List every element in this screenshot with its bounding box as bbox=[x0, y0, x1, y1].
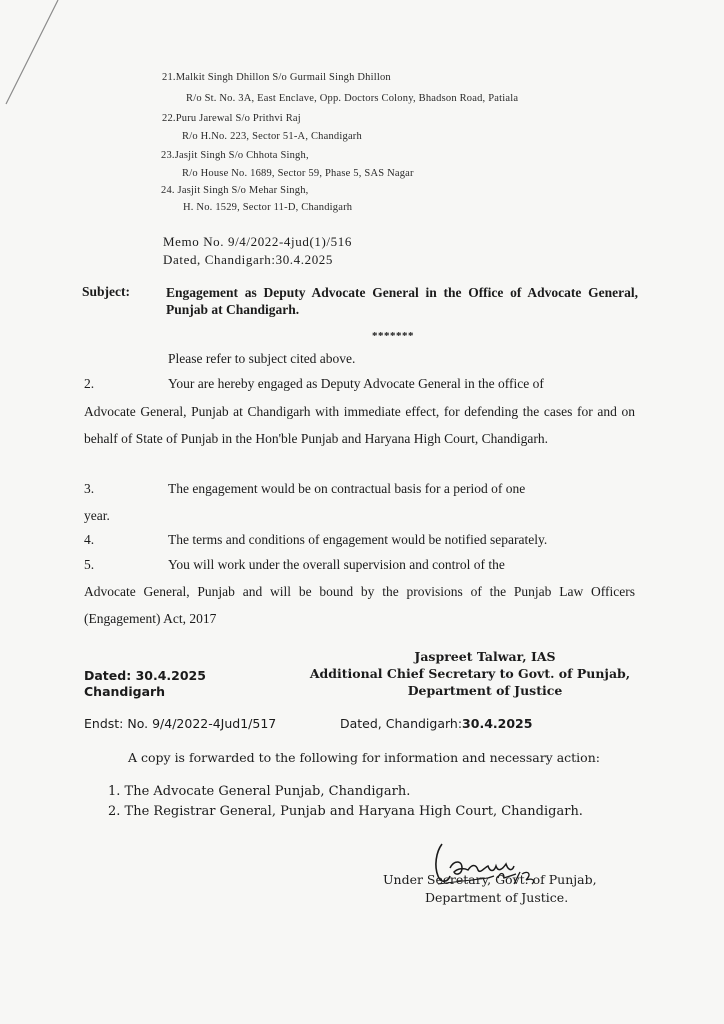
para-2-body: Advocate General, Punjab at Chandigarh with immediate effect, for defending the cases for and on behalf of State of Punjab in the Hon'ble Punjab and Haryana High Court, Chandigarh. bbox=[84, 404, 635, 446]
para-3-number: 3. bbox=[84, 481, 95, 496]
para-5-first-line: You will work under the overall supervision and control of the bbox=[168, 557, 505, 572]
para-3-first-line: The engagement would be on contractual basis for a period of one bbox=[168, 481, 526, 496]
signatory-department: Department of Justice bbox=[407, 683, 563, 698]
memo-number: Memo No. 9/4/2022-4jud(1)/516 bbox=[163, 234, 352, 249]
opening-line: Please refer to subject cited above. bbox=[168, 351, 356, 366]
para-3-body: year. bbox=[84, 508, 110, 523]
endorsement-number: Endst: No. 9/4/2022-4Jud1/517 bbox=[84, 716, 277, 731]
under-secretary-title: Under Secretary, Govt. of Punjab, bbox=[383, 872, 597, 887]
para-4-number: 4. bbox=[84, 532, 95, 547]
signatory-name: Jaspreet Talwar, IAS bbox=[414, 649, 556, 664]
addressee-22-address: R/o H.No. 223, Sector 51-A, Chandigarh bbox=[182, 131, 362, 142]
signatory-title: Additional Chief Secretary to Govt. of Punjab, bbox=[309, 666, 631, 681]
endorsement-date-label: Dated, Chandigarh: bbox=[340, 716, 463, 731]
recipient-1: 1. The Advocate General Punjab, Chandigarh. bbox=[108, 784, 411, 799]
para-4-first-line: The terms and conditions of engagement would be notified separately. bbox=[168, 532, 548, 547]
para-5-number: 5. bbox=[84, 557, 95, 572]
recipient-2: 2. The Registrar General, Punjab and Haryana High Court, Chandigarh. bbox=[108, 804, 583, 819]
addressee-24-name: 24. Jasjit Singh S/o Mehar Singh, bbox=[161, 185, 309, 196]
footer-date: Dated: 30.4.2025 bbox=[84, 668, 206, 683]
footer-place: Chandigarh bbox=[84, 684, 166, 699]
paper-fold-mark bbox=[0, 0, 60, 110]
signatory-block bbox=[300, 648, 640, 699]
para-5-body: Advocate General, Punjab and will be bound by the provisions of the Punjab Law Officers (Engagement) Act, 2017 bbox=[84, 584, 635, 626]
addressee-21-address: R/o St. No. 3A, East Enclave, Opp. Doctors Colony, Bhadson Road, Patiala bbox=[186, 93, 519, 104]
addressee-22-name: 22.Puru Jarewal S/o Prithvi Raj bbox=[162, 113, 301, 124]
addressee-21-name: 21.Malkit Singh Dhillon S/o Gurmail Singh Dhillon bbox=[162, 72, 391, 83]
addressee-23-name: 23.Jasjit Singh S/o Chhota Singh, bbox=[161, 150, 309, 161]
separator-stars: ******* bbox=[372, 330, 414, 342]
under-secretary-department: Department of Justice. bbox=[425, 890, 569, 905]
endorsement-date-value: 30.4.2025 bbox=[462, 716, 533, 731]
forward-text: A copy is forwarded to the following for information and necessary action: bbox=[128, 750, 600, 765]
addressee-23-address: R/o House No. 1689, Sector 59, Phase 5, SAS Nagar bbox=[182, 168, 414, 179]
subject-label: Subject: bbox=[82, 284, 130, 299]
para-2-first-line: Your are hereby engaged as Deputy Advocate General in the office of bbox=[168, 376, 544, 391]
memo-date: Dated, Chandigarh:30.4.2025 bbox=[163, 252, 334, 267]
recipient-list bbox=[108, 782, 583, 822]
subject-text: Engagement as Deputy Advocate General in the Office of Advocate General, Punjab at Chandigarh. bbox=[166, 285, 638, 317]
endorsement-date bbox=[340, 716, 532, 731]
para-2-number: 2. bbox=[84, 376, 95, 391]
addressee-24-address: H. No. 1529, Sector 11-D, Chandigarh bbox=[183, 202, 353, 213]
